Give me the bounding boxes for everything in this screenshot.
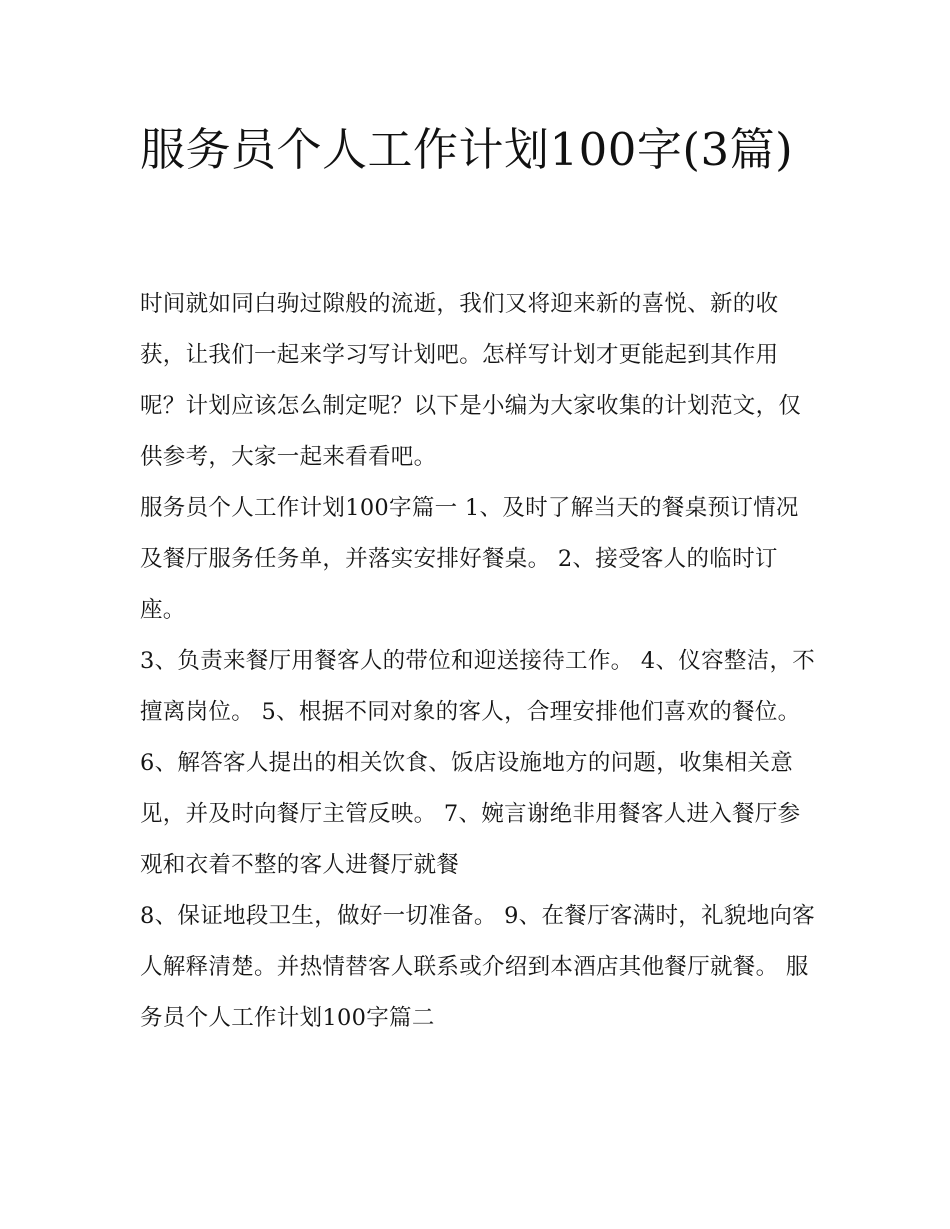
body-paragraph: 服务员个人工作计划100字篇一 1、及时了解当天的餐桌预订情况及餐厅服务任务单，并落实安排好餐桌。 2、接受客人的临时订座。 bbox=[140, 495, 799, 623]
body-paragraph: 8、保证地段卫生，做好一切准备。 9、在餐厅客满时，礼貌地向客人解释清楚。并热情替客人联系或介绍到本酒店其他餐厅就餐。 服务员个人工作计划100字篇二 bbox=[140, 903, 816, 1031]
document-title: 服务员个人工作计划100字(3篇) bbox=[140, 123, 794, 176]
intro-paragraph: 时间就如同白驹过隙般的流逝，我们又将迎来新的喜悦、新的收获，让我们一起来学习写计划吧。怎样写计划才更能起到其作用呢？计划应该怎么制定呢？以下是小编为大家收集的计划范文，仅供参考，大家一起来看看吧。 bbox=[140, 291, 802, 470]
document-body bbox=[140, 279, 816, 1044]
body-paragraph: 3、负责来餐厅用餐客人的带位和迎送接待工作。 4、仪容整洁，不擅离岗位。 5、根据不同对象的客人，合理安排他们喜欢的餐位。 bbox=[140, 648, 816, 725]
body-paragraph: 6、解答客人提出的相关饮食、饭店设施地方的问题，收集相关意见，并及时向餐厅主管反映。 7、婉言谢绝非用餐客人进入餐厅参观和衣着不整的客人进餐厅就餐 bbox=[140, 750, 801, 878]
